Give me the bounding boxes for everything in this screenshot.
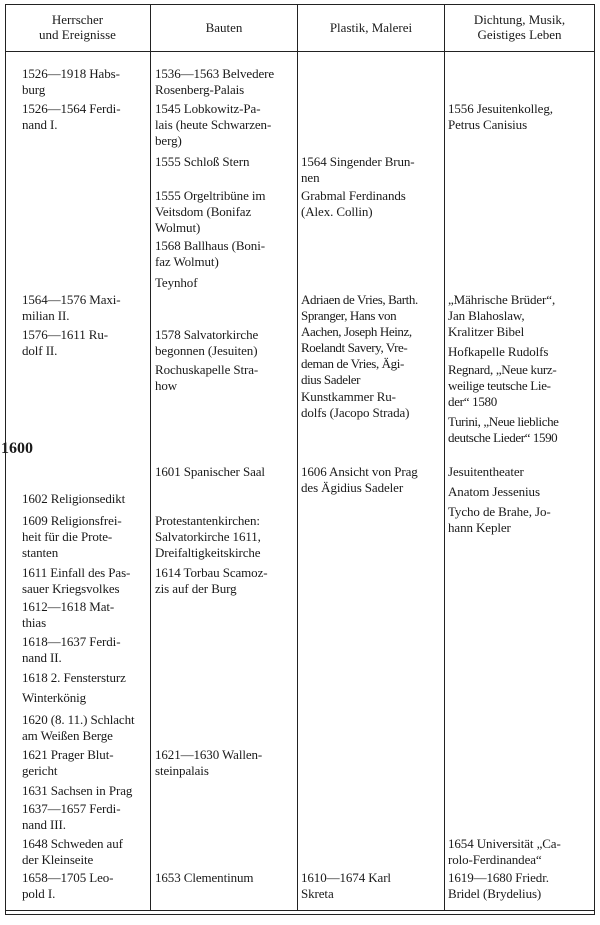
culture-entry: Jesuitentheater [448,464,524,479]
event-entry: 1576—1611 Ru- dolf II. [22,327,108,358]
art-entry: 1610—1674 Karl Skreta [301,870,391,901]
culture-entry: 1556 Jesuitenkolleg, Petrus Canisius [448,101,553,132]
rule-col-1 [150,4,151,911]
building-entry: 1653 Clementinum [155,870,254,885]
rule-left [5,4,6,915]
art-entry: Kunstkammer Ru- dolfs (Jacopo Strada) [301,389,410,420]
event-entry: 1637—1657 Ferdi- nand III. [22,801,121,832]
event-entry: 1612—1618 Mat- thias [22,599,115,630]
culture-entry: 1619—1680 Friedr. Bridel (Brydelius) [448,870,549,901]
rule-bottom-outer [5,910,595,911]
building-entry: 1555 Orgeltribüne im Veitsdom (Bonifaz Wolmut) [155,188,266,235]
culture-entry: Anatom Jessenius [448,484,540,499]
building-entry: 1578 Salvatorkirche begonnen (Jesuiten) [155,327,259,358]
event-entry: 1526—1918 Habs- burg [22,66,120,97]
event-entry: 1609 Religionsfrei- heit für die Prote- stanten [22,513,122,560]
art-entry: 1564 Singender Brun- nen [301,154,415,185]
art-entry: 1606 Ansicht von Prag des Ägidius Sadeler [301,464,418,495]
rule-col-2 [297,4,298,911]
event-entry: 1526—1564 Ferdi- nand I. [22,101,121,132]
building-entry: 1545 Lobkowitz-Pa- lais (heute Schwarzen- berg) [155,101,272,148]
event-entry: 1611 Einfall des Pas- sauer Kriegsvolkes [22,565,131,596]
building-entry: Teynhof [155,275,198,290]
culture-entry: Hofkapelle Rudolfs [448,344,549,359]
building-entry: 1555 Schloß Stern [155,154,250,169]
event-entry: 1564—1576 Maxi- milian II. [22,292,121,323]
culture-entry: Tycho de Brahe, Jo- hann Kepler [448,504,551,535]
rule-bottom-inner [5,914,595,915]
culture-entry: Turini, „Neue liebliche deutsche Lieder“ 1590 [448,414,559,445]
culture-entry: „Mährische Brüder“, Jan Blahoslaw, Kralitzer Bibel [448,292,556,339]
event-entry: 1602 Religionsedikt [22,491,126,506]
culture-entry: 1654 Universität „Ca- rolo-Ferdinandea“ [448,836,561,867]
event-entry: Winterkönig [22,690,87,705]
event-entry: 1631 Sachsen in Prag [22,783,133,798]
event-entry: 1648 Schweden auf der Kleinseite [22,836,123,867]
chronology-table [1,4,595,916]
building-entry: 1601 Spanischer Saal [155,464,265,479]
event-entry: 1658—1705 Leo- pold I. [22,870,114,901]
building-entry: 1536—1563 Belvedere Rosenberg-Palais [155,66,275,97]
building-entry: 1621—1630 Wallen- steinpalais [155,747,263,778]
rule-right [594,4,595,915]
art-entry: Adriaen de Vries, Barth. Spranger, Hans von Aachen, Joseph Heinz, Roelandt Savery, Vre- deman de Vries, Ägi- dius Sadeler [301,292,418,387]
header-rulers-events: Herrscher und Ereignisse [39,12,116,42]
year-marker: 1600 [1,440,33,457]
rule-col-3 [444,4,445,911]
building-entry: Protestantenkirchen: Salvatorkirche 1611, Dreifaltigkeitskirche [155,513,261,560]
building-entry: 1614 Torbau Scamoz- zis auf der Burg [155,565,268,596]
event-entry: 1620 (8. 11.) Schlacht am Weißen Berge [22,712,135,743]
event-entry: 1621 Prager Blut- gericht [22,747,114,778]
art-entry: Grabmal Ferdinands (Alex. Collin) [301,188,406,219]
header-sculpture-painting: Plastik, Malerei [329,20,413,35]
event-entry: 1618 2. Fenstersturz [22,670,126,685]
rule-header-bottom [5,51,595,52]
building-entry: Rochuskapelle Stra- how [155,362,259,393]
header-buildings: Bauten [205,20,243,35]
event-entry: 1618—1637 Ferdi- nand II. [22,634,121,665]
building-entry: 1568 Ballhaus (Boni- faz Wolmut) [155,238,265,269]
header-poetry-music-intellectual-life: Dichtung, Musik, Geistiges Leben [473,12,566,42]
culture-entry: Regnard, „Neue kurz- weilige teutsche Lie- der“ 1580 [448,362,557,409]
rule-top [5,4,595,5]
